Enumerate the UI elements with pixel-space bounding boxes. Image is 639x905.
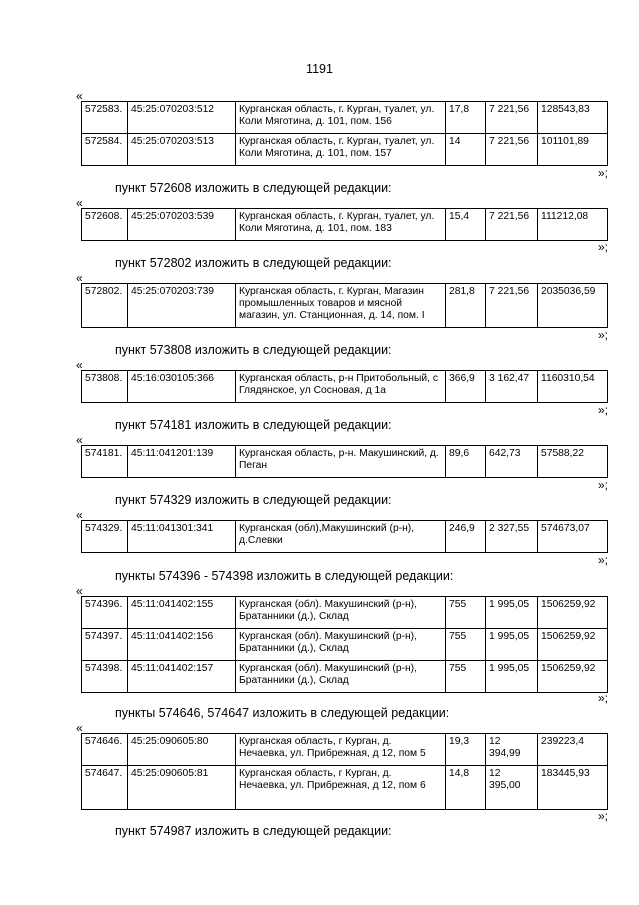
cell-area: 15,4 <box>446 209 486 241</box>
table-row <box>82 629 608 661</box>
cell-number: 574397. <box>82 629 128 661</box>
cell-cadastral: 45:11:041201:139 <box>128 446 236 478</box>
table-row <box>82 521 608 553</box>
cell-area: 246,9 <box>446 521 486 553</box>
quote-close: »; <box>598 553 609 567</box>
quote-open: « <box>76 271 83 285</box>
table-row <box>82 371 608 403</box>
instruction-text: пункт 572608 изложить в следующей редакции: <box>115 181 392 195</box>
cell-cadastral: 45:25:090605:80 <box>128 734 236 766</box>
cell-number: 574396. <box>82 597 128 629</box>
cell-number: 572584. <box>82 134 128 166</box>
table-row <box>82 597 608 629</box>
quote-open: « <box>76 721 83 735</box>
instruction-text: пункт 574329 изложить в следующей редакции: <box>115 493 392 507</box>
instruction-text: пункт 572802 изложить в следующей редакции: <box>115 256 392 270</box>
cell-address: Курганская (обл). Макушинский (р-н), Братанники (д.), Склад <box>236 629 446 661</box>
cell-area: 281,8 <box>446 284 486 328</box>
quote-open: « <box>76 508 83 522</box>
cell-cadastral: 45:11:041402:156 <box>128 629 236 661</box>
data-table <box>81 101 608 166</box>
instruction-text: пункт 574181 изложить в следующей редакции: <box>115 418 392 432</box>
cell-value: 101101,89 <box>538 134 608 166</box>
quote-open: « <box>76 584 83 598</box>
instruction-text: пункты 574396 - 574398 изложить в следующей редакции: <box>115 569 454 583</box>
cell-address: Курганская область, г Курган, д. Нечаевка, ул. Прибрежная, д 12, пом 6 <box>236 766 446 810</box>
cell-address: Курганская область, г. Курган, туалет, ул. Коли Мяготина, д. 101, пом. 157 <box>236 134 446 166</box>
cell-address: Курганская область, г. Курган, Магазин промышленных товаров и мясной магазин, ул. Станционная, д. 14, пом. I <box>236 284 446 328</box>
cell-value: 111212,08 <box>538 209 608 241</box>
quote-close: »; <box>598 403 609 417</box>
cell-rate: 642,73 <box>486 446 538 478</box>
table-row <box>82 209 608 241</box>
quote-open: « <box>76 196 83 210</box>
cell-address: Курганская область, р-н. Макушинский, д. Пеган <box>236 446 446 478</box>
data-table <box>81 370 608 403</box>
cell-area: 89,6 <box>446 446 486 478</box>
table-row <box>82 661 608 693</box>
cell-number: 572608. <box>82 209 128 241</box>
cell-rate: 2 327,55 <box>486 521 538 553</box>
cell-value: 574673,07 <box>538 521 608 553</box>
data-table <box>81 733 608 810</box>
quote-close: »; <box>598 240 609 254</box>
cell-area: 14 <box>446 134 486 166</box>
cell-address: Курганская область, р-н Притобольный, с Глядянское, ул Сосновая, д 1а <box>236 371 446 403</box>
quote-close: »; <box>598 328 609 342</box>
quote-close: »; <box>598 691 609 705</box>
cell-cadastral: 45:25:070203:512 <box>128 102 236 134</box>
cell-rate: 7 221,56 <box>486 134 538 166</box>
cell-rate: 7 221,56 <box>486 284 538 328</box>
cell-number: 572802. <box>82 284 128 328</box>
cell-cadastral: 45:25:070203:739 <box>128 284 236 328</box>
cell-rate: 7 221,56 <box>486 102 538 134</box>
cell-value: 128543,83 <box>538 102 608 134</box>
cell-address: Курганская (обл),Макушинский (р-н), д.Слевки <box>236 521 446 553</box>
data-table <box>81 283 608 328</box>
cell-rate: 3 162,47 <box>486 371 538 403</box>
data-table <box>81 208 608 241</box>
cell-rate: 12 394,99 <box>486 734 538 766</box>
cell-rate: 1 995,05 <box>486 661 538 693</box>
data-table <box>81 445 608 478</box>
cell-address: Курганская (обл). Макушинский (р-н), Братанники (д.), Склад <box>236 661 446 693</box>
cell-value: 1506259,92 <box>538 629 608 661</box>
cell-address: Курганская область, г Курган, д. Нечаевка, ул. Прибрежная, д 12, пом 5 <box>236 734 446 766</box>
cell-value: 57588,22 <box>538 446 608 478</box>
cell-area: 14,8 <box>446 766 486 810</box>
cell-address: Курганская область, г. Курган, туалет, ул. Коли Мяготина, д. 101, пом. 183 <box>236 209 446 241</box>
quote-close: »; <box>598 809 609 823</box>
cell-cadastral: 45:11:041402:155 <box>128 597 236 629</box>
instruction-text: пункт 573808 изложить в следующей редакции: <box>115 343 392 357</box>
cell-area: 19,3 <box>446 734 486 766</box>
instruction-text: пункт 574987 изложить в следующей редакции: <box>115 824 392 838</box>
cell-cadastral: 45:25:070203:513 <box>128 134 236 166</box>
cell-area: 755 <box>446 661 486 693</box>
cell-address: Курганская область, г. Курган, туалет, ул. Коли Мяготина, д. 101, пом. 156 <box>236 102 446 134</box>
cell-value: 239223,4 <box>538 734 608 766</box>
instruction-text: пункты 574646, 574647 изложить в следующей редакции: <box>115 706 450 720</box>
table-row <box>82 134 608 166</box>
cell-number: 574647. <box>82 766 128 810</box>
table-row <box>82 284 608 328</box>
cell-number: 573808. <box>82 371 128 403</box>
cell-cadastral: 45:25:070203:539 <box>128 209 236 241</box>
table-row <box>82 446 608 478</box>
cell-area: 755 <box>446 629 486 661</box>
cell-number: 574181. <box>82 446 128 478</box>
quote-close: »; <box>598 166 609 180</box>
cell-rate: 1 995,05 <box>486 629 538 661</box>
data-table <box>81 520 608 553</box>
cell-number: 574398. <box>82 661 128 693</box>
cell-address: Курганская (обл). Макушинский (р-н), Братанники (д.), Склад <box>236 597 446 629</box>
cell-value: 1160310,54 <box>538 371 608 403</box>
cell-area: 755 <box>446 597 486 629</box>
table-row <box>82 734 608 766</box>
quote-open: « <box>76 433 83 447</box>
cell-area: 366,9 <box>446 371 486 403</box>
quote-open: « <box>76 89 83 103</box>
data-table <box>81 596 608 693</box>
page-number: 1191 <box>306 62 333 76</box>
cell-rate: 7 221,56 <box>486 209 538 241</box>
cell-number: 574329. <box>82 521 128 553</box>
quote-open: « <box>76 358 83 372</box>
cell-area: 17,8 <box>446 102 486 134</box>
cell-rate: 1 995,05 <box>486 597 538 629</box>
cell-value: 183445,93 <box>538 766 608 810</box>
cell-cadastral: 45:11:041301:341 <box>128 521 236 553</box>
cell-value: 1506259,92 <box>538 661 608 693</box>
table-row <box>82 766 608 810</box>
table-row <box>82 102 608 134</box>
cell-number: 574646. <box>82 734 128 766</box>
cell-rate: 12 395,00 <box>486 766 538 810</box>
cell-cadastral: 45:16:030105:366 <box>128 371 236 403</box>
cell-cadastral: 45:25:090605:81 <box>128 766 236 810</box>
quote-close: »; <box>598 478 609 492</box>
cell-number: 572583. <box>82 102 128 134</box>
cell-cadastral: 45:11:041402:157 <box>128 661 236 693</box>
cell-value: 2035036,59 <box>538 284 608 328</box>
cell-value: 1506259,92 <box>538 597 608 629</box>
